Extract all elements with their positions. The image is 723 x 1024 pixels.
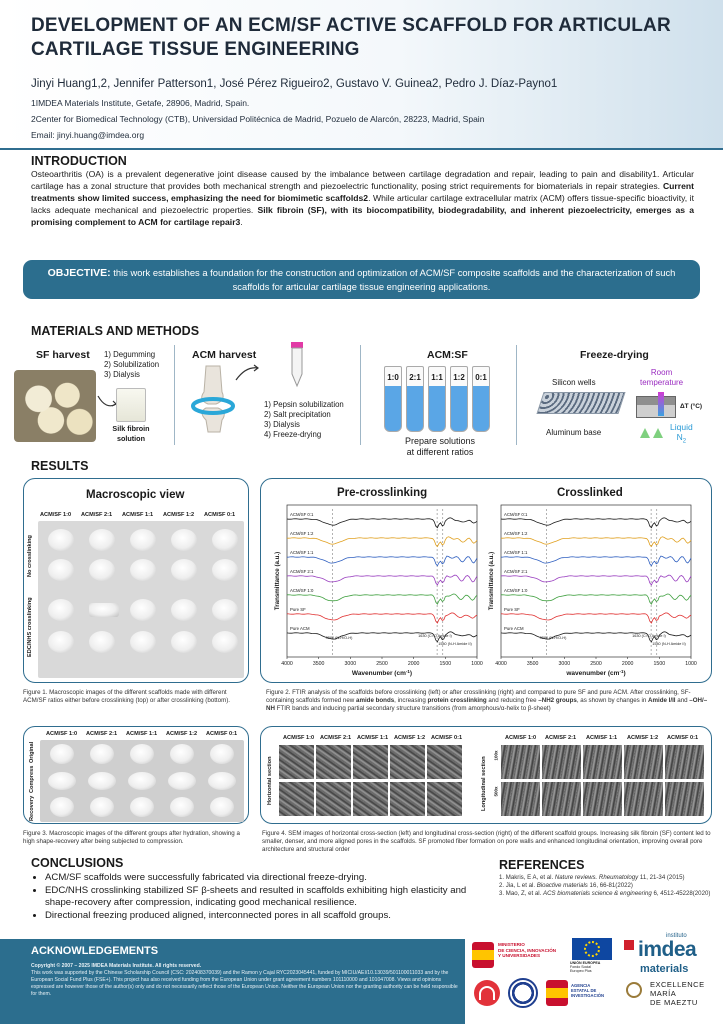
figure-3-caption: Figure 3. Macroscopic images of the different groups after hydration, showing a high shape-recovery after being subjected to compression. — [23, 830, 240, 845]
delta-t-label: ΔT (°C) — [680, 403, 703, 410]
caption-part: FTIR bands and inducing partial secondary structure transitions (from amorphous/α-helix to β-sheet) — [274, 705, 551, 712]
figure-1-caption: Figure 1. Macroscopic images of the different scaffolds made with different ACM/SF ratios either before crosslinking (top) or after crosslinking (bottom). — [23, 689, 231, 704]
column-label: ACM/SF 1:2 — [166, 731, 198, 737]
magnification-label: 100x — [493, 750, 499, 761]
ref-author: 1. Makris, E A, et al. — [499, 874, 555, 881]
reference-item — [499, 890, 714, 898]
intro-bold-2: Silk fibroin (SF), with its biocompatibility, biodegradability, and inherent piezoelectricity, emerges as a promising complement to ACM for cartilage repair3 — [31, 205, 694, 227]
ftir-spectrum-line — [287, 556, 477, 566]
acm-step: 4) Freeze-drying — [264, 430, 322, 439]
temperature-gradient-bar — [658, 392, 664, 416]
spain-coat-of-arms-icon — [546, 980, 568, 1006]
ministerio-logo — [470, 938, 565, 972]
ftir-tick-label: 1500 — [439, 661, 452, 667]
intro-part-1: Osteoarthritis (OA) is a prevalent degenerative joint disease caused by the imbalance between cartilage degradation and repair, leading to pain and disability1. Articular cartilage has a zonal structure that provides both mechanical strength and piezoelectric functionality, posing strict requirements for biomaterials in repair strategies. — [31, 169, 694, 191]
column-label: ACM/SF 0:1 — [667, 735, 699, 741]
crosslinked-title: Crosslinked — [557, 487, 623, 499]
ftir-tick-label: 1500 — [653, 661, 666, 667]
eu-flag-icon — [572, 938, 612, 960]
room-temperature-label — [640, 368, 683, 388]
scaffold-image — [171, 559, 197, 581]
logo-line: AGENCIA — [571, 983, 591, 988]
logo-line: EXCELLENCE — [650, 980, 705, 989]
column-label: ACM/SF 1:0 — [505, 735, 537, 741]
ftir-tick-label: 2000 — [621, 661, 634, 667]
copyright-line: Copyright © 2007 – 2025 IMDEA Materials Institute. All rights reserved. — [31, 963, 202, 969]
sem-image — [316, 782, 351, 816]
scaffold-image — [50, 797, 74, 817]
row-label: No crosslinking — [27, 535, 33, 577]
caption-bold: –OH/–NH — [266, 697, 708, 712]
objective-label: OBJECTIVE: — [47, 267, 111, 279]
ministerio-text — [498, 942, 556, 959]
ftir-series-label: ACM/SF 1:0 — [504, 588, 528, 593]
ratio-tube — [384, 366, 402, 432]
sem-image — [501, 745, 540, 779]
ftir-tick-label: 1000 — [685, 661, 697, 667]
logo-line: MARÍA — [650, 989, 677, 998]
logo-line: DE MAEZTU — [650, 998, 698, 1007]
scaffold-image — [48, 631, 74, 653]
scaffold-image — [89, 631, 115, 653]
logo-line: UNIÓN EUROPEA — [570, 961, 601, 965]
scaffold-image — [89, 529, 115, 551]
ftir-spectrum-line — [287, 575, 477, 585]
title-line-2: CARTILAGE TISSUE ENGINEERING — [31, 39, 360, 60]
ratio-label: 2:1 — [409, 373, 421, 382]
column-label: ACM/SF 2:1 — [545, 735, 577, 741]
sem-image — [427, 782, 462, 816]
maeztu-emblem-icon — [626, 982, 642, 998]
author-list: Jinyi Huang1,2, Jennifer Patterson1, José Pérez Rigueiro2, Gustavo V. Guinea2, Pedro J. Díaz-Payno1 — [31, 78, 558, 90]
row-label: Longitudinal section — [481, 756, 487, 811]
scaffold-image — [89, 559, 115, 581]
imdea-materials-logo — [622, 932, 718, 980]
scaffold-image — [212, 599, 238, 621]
introduction-text — [31, 168, 694, 228]
ftir-series-label: Pure SF — [504, 607, 520, 612]
scaffold-image — [130, 529, 156, 551]
sf-step: 3) Dialysis — [104, 370, 140, 379]
on-logo-icon — [474, 980, 500, 1006]
ftir-peak-label: 1630 (C=O Amide I) — [418, 634, 452, 638]
acknowledgements-text — [31, 963, 461, 998]
sem-image — [624, 782, 663, 816]
maeztu-text — [650, 980, 705, 1007]
row-label: Original — [29, 741, 35, 763]
maria-de-maeztu-logo — [626, 980, 720, 1020]
sem-panel — [260, 726, 712, 824]
column-label: ACM/SF 1:2 — [627, 735, 659, 741]
acm-harvest-title: ACM harvest — [192, 349, 257, 361]
conclusion-item: • ACM/SF scaffolds were successfully fabricated via directional freeze-drying. — [45, 872, 491, 884]
ftir-tick-label: 3500 — [312, 661, 325, 667]
silicon-wells-plate — [536, 392, 625, 414]
scaffold-image — [130, 559, 156, 581]
scaffold-image — [48, 772, 76, 790]
ftir-series-label: ACM/SF 0:1 — [504, 512, 528, 517]
eu-logo — [568, 938, 616, 972]
caption-part: , as shown by changes in — [576, 697, 649, 704]
ref-journal: Nature reviews. Rheumatology — [554, 874, 639, 881]
silk-cocoons-image — [14, 370, 96, 442]
freezing-mold — [636, 396, 676, 418]
sem-image — [279, 782, 314, 816]
sem-image — [542, 745, 581, 779]
sf-step: 2) Solubilization — [104, 360, 160, 369]
ratio-label: 1:0 — [387, 373, 399, 382]
scaffold-image — [90, 744, 114, 764]
scaffold-image — [50, 744, 74, 764]
conclusion-item: • EDC/NHS crosslinking stabilized SF β-sheets and resulted in scaffolds exhibiting high elasticity and shape-recovery after compression, indicating good mechanical resilience. — [45, 885, 491, 909]
sem-image — [542, 782, 581, 816]
ftir-y-axis-label: Transmittance (a.u.) — [488, 551, 495, 611]
liquid-line: N — [676, 432, 683, 442]
ftir-spectrum-line — [287, 594, 477, 604]
column-label: ACM/SF 1:2 — [394, 735, 426, 741]
conclusions-heading: CONCLUSIONS — [31, 856, 124, 870]
logo-line: instituto — [666, 933, 687, 939]
scaffold-image — [48, 529, 74, 551]
ratio-tube — [472, 366, 490, 432]
methods-divider — [516, 345, 517, 445]
scaffold-image — [171, 599, 197, 621]
column-label: ACM/SF 0:1 — [431, 735, 463, 741]
logo-line: INVESTIGACIÓN — [571, 993, 605, 999]
agencia-logo — [546, 980, 605, 1010]
ftir-peak-label: 3280 (N-H/O-H) — [539, 636, 567, 640]
university-seal-icon — [508, 978, 538, 1008]
row-label: Recovery — [29, 795, 35, 821]
ftir-series-label: ACM/SF 2:1 — [290, 569, 314, 574]
ftir-spectrum-line — [501, 594, 691, 604]
funding-text: This work was supported by the Chinese Scholarship Council (CSC: 202408370039) and the Ramon y Cajal RYC2023045441, funded by MICIU/AEI/10.13039/501100011033 and by the European Social Fund Plus (FSE+). This project has also received funding from the European Union under grant agreement numbers 101110000 and 101047008. Views and opinions expressed are however those of the author(s) only and do not necessarily reflect those of the European Union. Neither the European Union nor the granting authority can be held responsible for them. — [31, 970, 458, 997]
ref-author: 3. Mao, Z, et al. — [499, 890, 544, 897]
ftir-series-label: ACM/SF 1:2 — [504, 531, 528, 536]
sem-image — [583, 782, 622, 816]
up-arrow-icon — [653, 428, 663, 438]
aluminum-base-label: Aluminum base — [546, 428, 602, 437]
scaffold-image — [212, 529, 238, 551]
column-label: ACM/SF 1:2 — [163, 512, 195, 518]
figure-2-caption — [266, 689, 716, 713]
ratio-tube — [428, 366, 446, 432]
arrow-icon — [234, 362, 260, 384]
acknowledgements-box — [0, 939, 465, 1024]
ratio-tube — [406, 366, 424, 432]
acm-harvest-steps — [264, 400, 344, 440]
column-label: ACM/SF 0:1 — [206, 731, 238, 737]
ref-details: 6, 4512-45228(2020) — [651, 890, 711, 897]
ftir-tick-label: 2000 — [407, 661, 420, 667]
scaffold-image — [128, 772, 156, 790]
logo-line: MINISTERIO — [498, 942, 525, 947]
liquid-n2-label — [670, 422, 693, 447]
silk-fibroin-solution-label — [108, 424, 154, 444]
prepare-line: at different ratios — [406, 447, 474, 457]
sem-image — [583, 745, 622, 779]
ftir-series-label: ACM/SF 1:1 — [504, 550, 528, 555]
ftir-spectrum-line — [287, 518, 477, 528]
ftir-spectrum-line — [501, 575, 691, 585]
row-label: EDC/NHS crosslinking — [27, 597, 33, 657]
column-label: ACM/SF 2:1 — [86, 731, 118, 737]
ftir-series-label: Pure ACM — [290, 626, 310, 631]
ftir-x-axis-label: Wavenumber $(cm^{-1})$ — [351, 668, 413, 677]
scaffold-image — [212, 559, 238, 581]
acm-step: 3) Dialysis — [264, 420, 300, 429]
ratio-label: 1:2 — [453, 373, 465, 382]
column-label: ACM/SF 1:1 — [586, 735, 618, 741]
ftir-tick-label: 1000 — [471, 661, 483, 667]
ratio-tubes — [384, 366, 494, 434]
ratio-tube — [450, 366, 468, 432]
ratio-label: 1:1 — [431, 373, 443, 382]
sem-image — [390, 745, 425, 779]
ref-journal: Bioactive materials — [536, 882, 588, 889]
ref-journal: ACS biomaterials science & engineering — [543, 890, 652, 897]
caption-part: and reducing free — [486, 697, 539, 704]
references-list — [499, 874, 714, 898]
macroscopic-title: Macroscopic view — [86, 489, 185, 501]
conclusions-list — [31, 872, 491, 923]
ftir-series-label: ACM/SF 1:0 — [290, 588, 314, 593]
sem-image — [390, 782, 425, 816]
intro-bold-1: Current treatments show limited success, emphasizing the need for biomimetic scaffolds2 — [31, 181, 694, 203]
ftir-tick-label: 3500 — [526, 661, 539, 667]
sem-image — [279, 745, 314, 779]
scaffold-image — [208, 772, 236, 790]
sem-image — [501, 782, 540, 816]
logo-line: Y UNIVERSIDADES — [498, 953, 541, 959]
curved-arrow-icon — [96, 392, 118, 412]
silicon-wells-label: Silicon wells — [552, 378, 596, 387]
ref-author: 2. Jia, L et al. — [499, 882, 537, 889]
column-label: ACM/SF 2:1 — [81, 512, 113, 518]
column-label: ACM/SF 1:1 — [122, 512, 154, 518]
sf-solution-line: solution — [117, 434, 145, 443]
acm-step: 2) Salt precipitation — [264, 410, 331, 419]
room-line: Room — [650, 368, 673, 377]
scaffold-image — [130, 599, 156, 621]
prepare-line: Prepare solutions — [404, 436, 476, 446]
caption-part: and — [675, 697, 690, 704]
logo-line: Fondo Social — [570, 965, 591, 969]
reference-item — [499, 874, 714, 882]
shape-recovery-panel — [23, 726, 249, 824]
logo-line: DE CIENCIA, INNOVACIÓN — [498, 947, 557, 953]
column-label: ACM/SF 1:0 — [283, 735, 315, 741]
ftir-charts — [261, 479, 711, 682]
scaffold-image — [212, 631, 238, 653]
ftir-series-label: Pure SF — [290, 607, 306, 612]
tube-icon — [288, 340, 306, 388]
room-line: temperature — [640, 378, 684, 387]
prepare-solutions-note — [390, 436, 490, 458]
scaffold-image — [88, 772, 116, 790]
sem-image — [665, 782, 704, 816]
pre-crosslinking-title: Pre-crosslinking — [337, 487, 428, 499]
caption-bold: protein crosslinking — [427, 697, 487, 704]
title-line-1: DEVELOPMENT OF AN ECM/SF ACTIVE SCAFFOLD FOR ARTICULAR — [31, 15, 671, 36]
sem-image — [427, 745, 462, 779]
scaffold-image — [130, 631, 156, 653]
contact-email: Email: jinyi.huang@imdea.org — [31, 130, 145, 140]
poster-title — [31, 14, 711, 62]
methods-divider — [360, 345, 361, 445]
scaffold-image — [48, 599, 74, 621]
ftir-tick-label: 2500 — [590, 661, 602, 667]
objective-text: this work establishes a foundation for the construction and optimization of ACM/SF composite scaffolds and the characterization of such scaffolds for articular cartilage tissue engineering applications. — [110, 267, 676, 292]
column-label: ACM/SF 1:1 — [357, 735, 389, 741]
ref-details: 11, 21-34 (2015) — [638, 874, 685, 881]
methods-heading: MATERIALS AND METHODS — [31, 324, 200, 338]
sem-image — [624, 745, 663, 779]
results-heading: RESULTS — [31, 459, 89, 473]
objective-box — [23, 260, 700, 299]
header-divider — [0, 148, 723, 150]
column-label: ACM/SF 1:0 — [40, 512, 72, 518]
sem-image — [316, 745, 351, 779]
figure-4-caption: Figure 4. SEM images of horizontal cross-section (left) and longitudinal cross-section (right) of the different scaffold groups. Increasing silk fibroin (SF) content led to smaller, denser, and more aligned pores in the scaffolds. SF promoted fiber formation on pore walls and enhanced longitudinal orientation, improving overall pore architecture and structural order — [262, 830, 711, 853]
ftir-tick-label: 4000 — [495, 661, 507, 667]
column-label: ACM/SF 0:1 — [204, 512, 236, 518]
caption-part: , increasing — [394, 697, 428, 704]
intro-part-2: . While articular cartilage extracellular matrix (ACM) offers tissue-specific bioactivity, it lacks adequate mechanical and piezoelectric properties. — [31, 193, 694, 215]
logo-line: materials — [640, 963, 689, 975]
acm-sf-title: ACM:SF — [427, 349, 468, 361]
row-label: Compress — [29, 765, 35, 793]
acknowledgements-heading: ACKNOWLEDGEMENTS — [31, 945, 159, 957]
ftir-series-label: ACM/SF 0:1 — [290, 512, 314, 517]
liquid-line: Liquid — [670, 422, 693, 432]
scaffold-image — [90, 797, 114, 817]
sf-step: 1) Degumming — [104, 350, 156, 359]
reference-item — [499, 882, 714, 890]
ftir-series-label: ACM/SF 1:1 — [290, 550, 314, 555]
liquid-sub: 2 — [682, 438, 687, 445]
ftir-spectrum-line — [287, 613, 477, 623]
logo-line: imdea — [638, 938, 697, 961]
column-label: ACM/SF 1:1 — [126, 731, 158, 737]
ftir-x-axis-label: wavenumber $(cm^{-1})$ — [566, 668, 626, 677]
scaffold-image — [130, 744, 154, 764]
sf-harvest-steps — [104, 350, 159, 380]
ftir-tick-label: 2500 — [376, 661, 388, 667]
imdea-square-icon — [624, 940, 634, 950]
eu-text — [570, 961, 600, 973]
ftir-tick-label: 4000 — [281, 661, 293, 667]
scaffold-image — [130, 797, 154, 817]
magnification-label: 500x — [493, 786, 499, 797]
scaffold-image — [171, 529, 197, 551]
freeze-drying-title: Freeze-drying — [580, 349, 649, 361]
macroscopic-view-panel — [23, 478, 249, 683]
column-label: ACM/SF 2:1 — [320, 735, 352, 741]
intro-end: . — [240, 217, 243, 227]
ftir-peak-label: 3280 (N-H/O-H) — [325, 636, 353, 640]
ftir-spectrum-line — [501, 537, 691, 547]
scaffold-image — [170, 744, 194, 764]
up-arrow-icon — [640, 428, 650, 438]
logo-line: ESTATAL DE — [571, 988, 597, 994]
affiliation-1: 1IMDEA Materials Institute, Getafe, 28906, Madrid, Spain. — [31, 98, 250, 108]
ftir-spectrum-line — [501, 556, 691, 566]
scaffold-image — [171, 631, 197, 653]
ftir-peak-label: 1630 (C=O Amide I) — [632, 634, 666, 638]
ratio-label: 0:1 — [475, 373, 487, 382]
scaffold-image — [210, 797, 234, 817]
ftir-tick-label: 3000 — [344, 661, 357, 667]
column-label: ACM/SF 1:0 — [46, 731, 78, 737]
logo-line: Europeo Plus — [570, 969, 592, 973]
conclusion-item: • Directional freezing produced aligned, interconnected pores in all scaffold groups. — [45, 910, 491, 922]
sem-image — [353, 782, 388, 816]
ref-details: 16, 66-81(2022) — [587, 882, 633, 889]
ftir-peak-label: 1540 (N-H Amide II) — [438, 642, 472, 646]
ftir-series-label: ACM/SF 2:1 — [504, 569, 528, 574]
caption-bold: Amide I/II — [648, 697, 676, 704]
caption-bold: amide bonds — [356, 697, 395, 704]
ftir-series-label: ACM/SF 1:2 — [290, 531, 314, 536]
ftir-peak-label: 1540 (N-H Amide II) — [652, 642, 686, 646]
ftir-tick-label: 3000 — [558, 661, 571, 667]
caption-part: Figure 2. FTIR analysis of the scaffolds before crosslinking (left) or after crosslinking (right) and compared to pure SF and pure ACM. After crosslinking, SF-containing scaffolds formed new — [266, 689, 691, 704]
scaffold-image — [170, 797, 194, 817]
sem-image — [665, 745, 704, 779]
caption-bold: –NH2 groups — [538, 697, 577, 704]
references-heading: REFERENCES — [499, 858, 585, 872]
spain-coat-of-arms-icon — [472, 942, 494, 968]
sf-solution-line: Silk fibroin — [112, 424, 150, 433]
affiliation-2: 2Center for Biomedical Technology (CTB), Universidad Politécnica de Madrid, Pozuelo de Alarcón, 28223, Madrid, Spain — [31, 114, 485, 124]
scaffold-image — [168, 772, 196, 790]
methods-divider — [174, 345, 175, 445]
ftir-panel — [260, 478, 712, 683]
silk-fibroin-vial — [116, 388, 146, 422]
ftir-spectrum-line — [501, 613, 691, 623]
ftir-series-label: Pure ACM — [504, 626, 524, 631]
row-label: Horizontal section — [267, 756, 273, 805]
scaffold-image — [48, 559, 74, 581]
poster-header — [0, 0, 723, 148]
ftir-spectrum-line — [501, 518, 691, 528]
sf-harvest-title: SF harvest — [36, 349, 90, 361]
sem-image — [353, 745, 388, 779]
scaffold-image — [210, 744, 234, 764]
acm-step: 1) Pepsin solubilization — [264, 400, 344, 409]
scaffold-image — [89, 603, 119, 617]
agencia-text — [571, 983, 604, 999]
introduction-heading: INTRODUCTION — [31, 154, 127, 168]
ftir-y-axis-label: Transmittance (a.u.) — [274, 551, 281, 611]
ftir-spectrum-line — [287, 537, 477, 547]
